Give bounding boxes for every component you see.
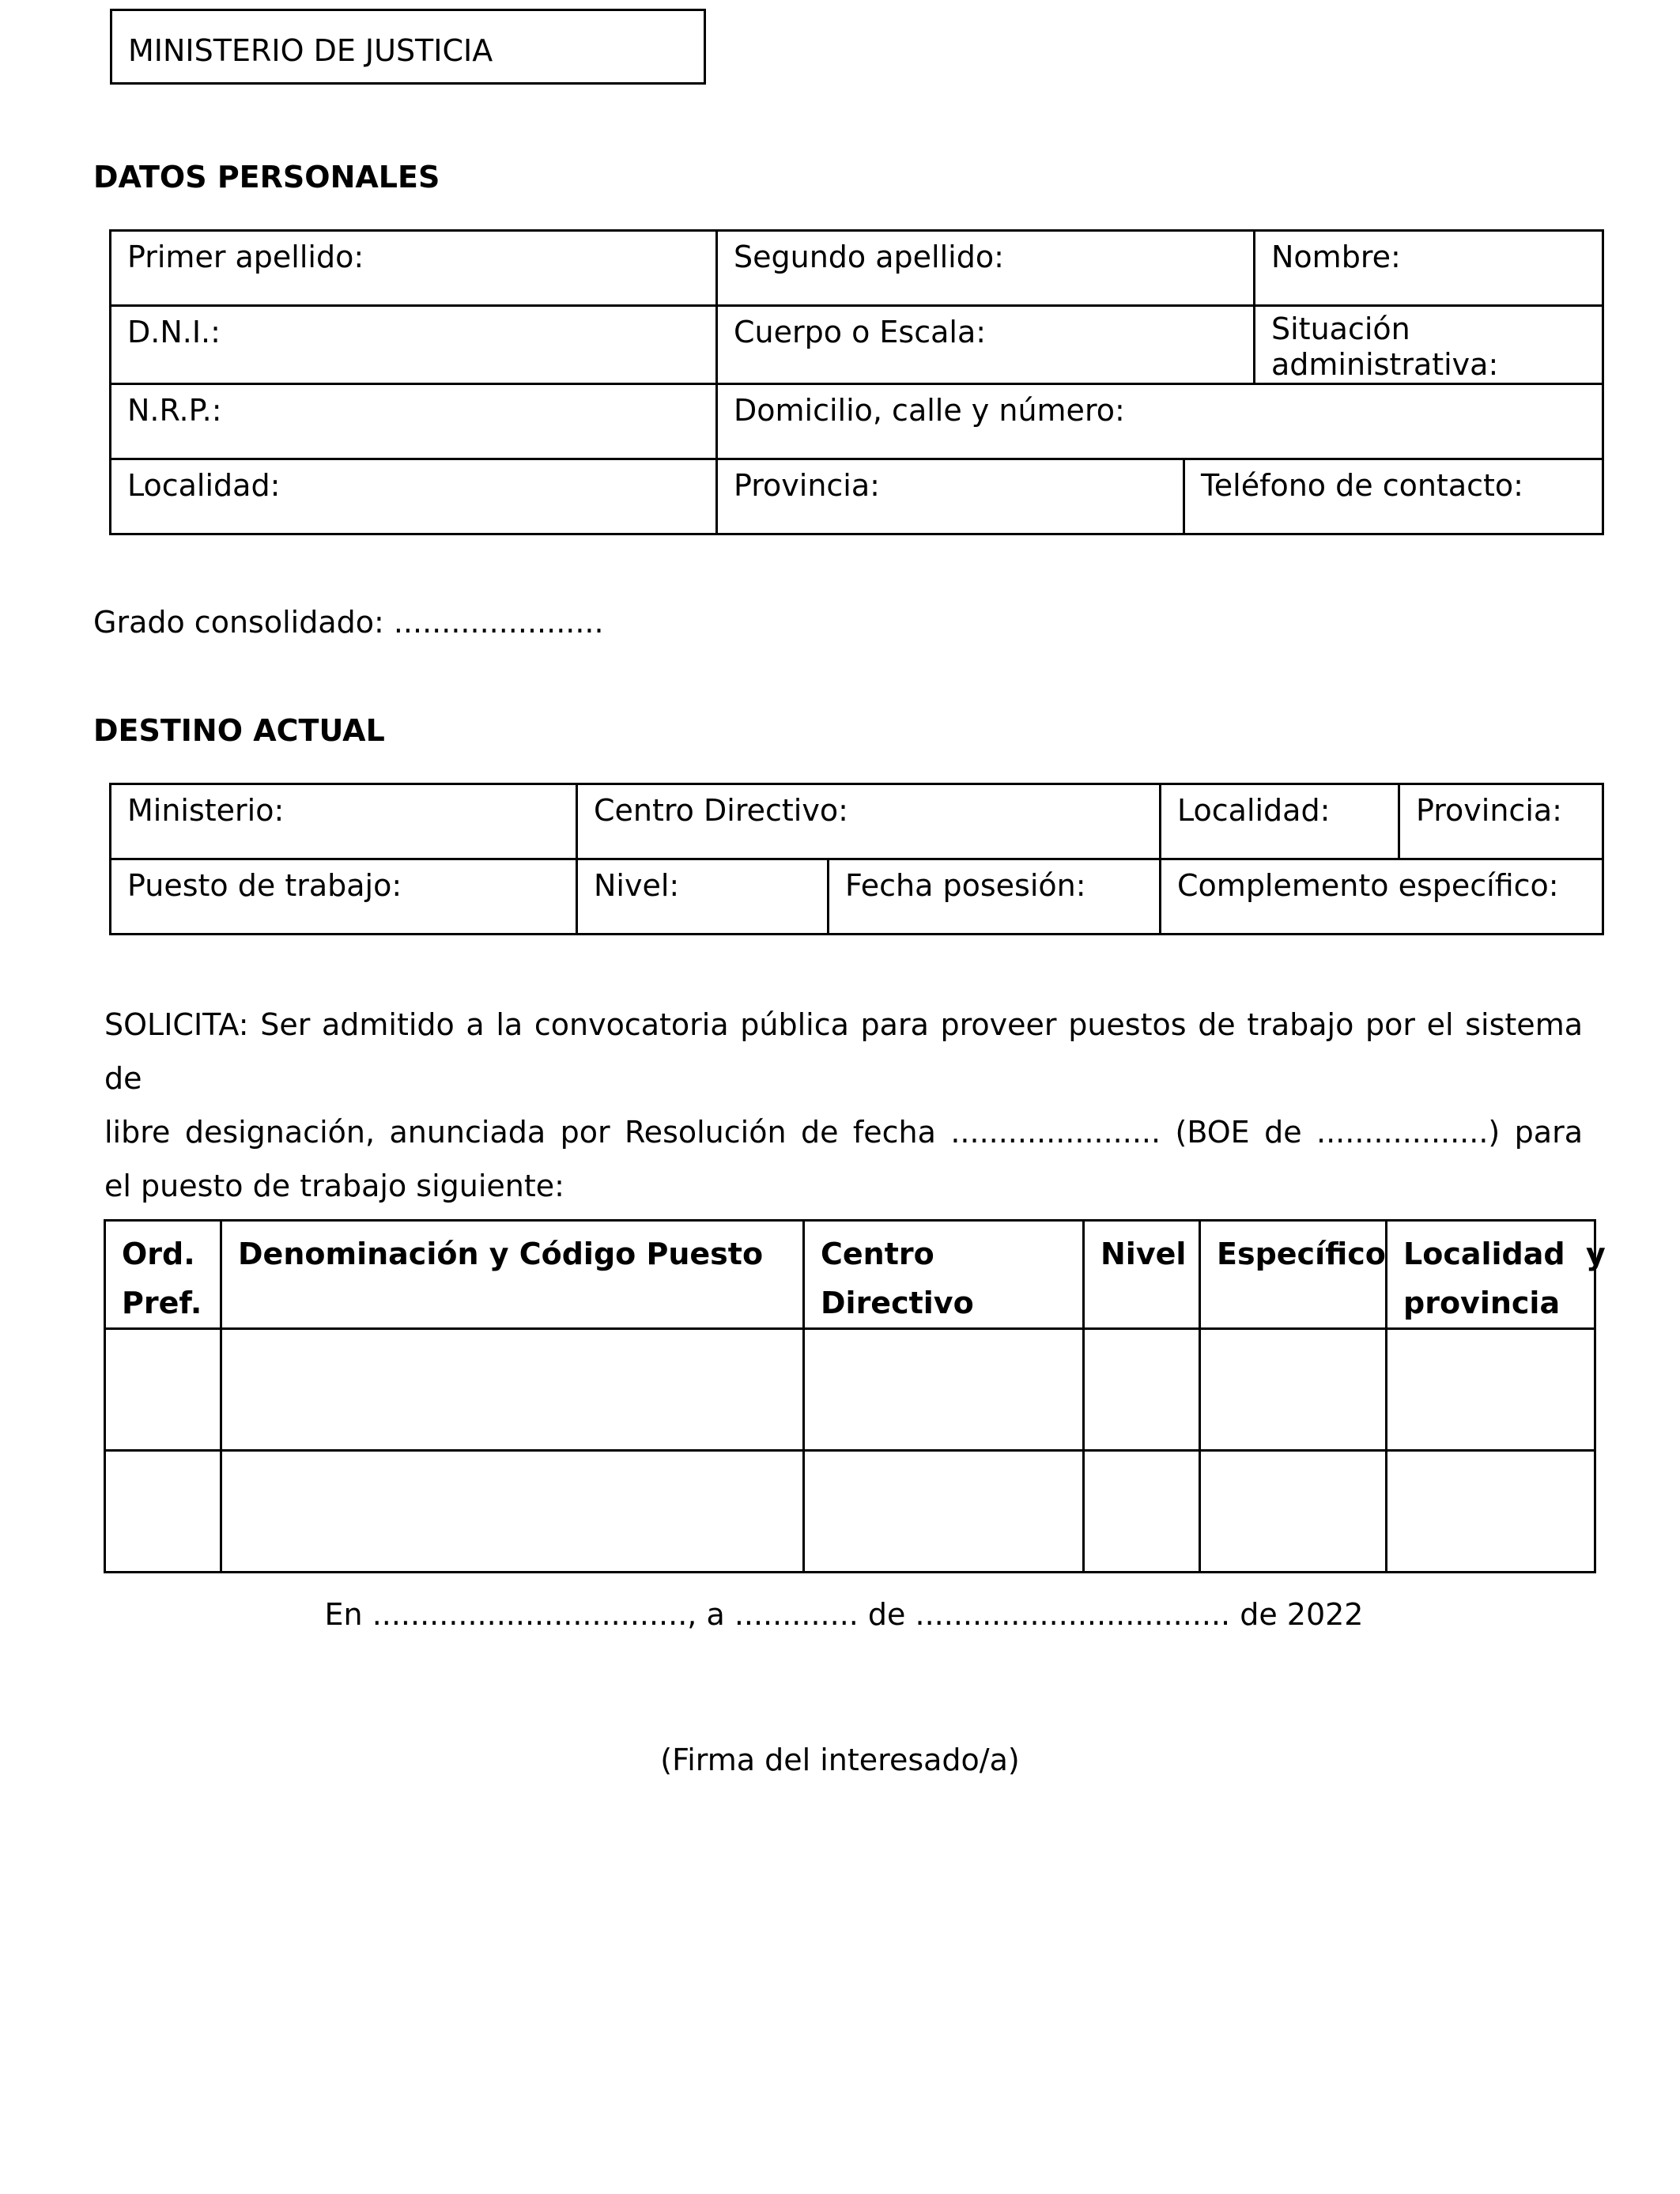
solicita-line-2[interactable]: libre designación, anunciada por Resolución de fecha ...................... (BOE de ..................) para <box>104 1115 1583 1150</box>
field-situacion[interactable] <box>1255 306 1603 384</box>
field-segundo-apellido[interactable] <box>717 231 1255 306</box>
field-nombre[interactable] <box>1255 231 1603 306</box>
input-ord-pref-1[interactable] <box>105 1329 221 1451</box>
table-row <box>105 1451 1595 1573</box>
label-localidad: Localidad: <box>127 468 281 503</box>
destino-actual-table <box>109 783 1604 935</box>
grado-consolidado[interactable]: Grado consolidado: ...................... <box>93 605 604 640</box>
ministry-header-box <box>110 9 706 85</box>
field-destino-localidad[interactable] <box>1161 784 1399 859</box>
label-nrp: N.R.P.: <box>127 393 222 428</box>
label-primer-apellido: Primer apellido: <box>127 240 364 274</box>
label-nivel: Nivel: <box>594 868 680 903</box>
input-localidad-provincia-1[interactable] <box>1387 1329 1595 1451</box>
label-cuerpo: Cuerpo o Escala: <box>734 315 987 349</box>
header-denominacion: Denominación y Código Puesto <box>221 1221 804 1329</box>
positions-table <box>104 1219 1606 1573</box>
label-dni: D.N.I.: <box>127 315 221 349</box>
input-nivel-2[interactable] <box>1084 1451 1200 1573</box>
label-telefono: Teléfono de contacto: <box>1201 468 1523 503</box>
destino-actual-title: DESTINO ACTUAL <box>93 713 385 748</box>
input-centro-directivo-2[interactable] <box>804 1451 1084 1573</box>
field-destino-provincia[interactable] <box>1399 784 1603 859</box>
field-domicilio[interactable] <box>717 384 1603 459</box>
header-especifico: Específico <box>1200 1221 1387 1329</box>
solicita-line-3: el puesto de trabajo siguiente: <box>104 1169 564 1203</box>
field-provincia[interactable] <box>717 459 1184 534</box>
field-localidad[interactable] <box>111 459 717 534</box>
label-centro-directivo: Centro Directivo: <box>594 793 848 828</box>
input-denominacion-2[interactable] <box>221 1451 804 1573</box>
label-nombre: Nombre: <box>1271 240 1401 274</box>
label-ministerio: Ministerio: <box>127 793 285 828</box>
header-pref: Pref. <box>122 1286 202 1320</box>
personal-data-title: DATOS PERSONALES <box>93 160 440 194</box>
input-centro-directivo-1[interactable] <box>804 1329 1084 1451</box>
table-row <box>105 1329 1595 1451</box>
solicita-line-1: SOLICITA: Ser admitido a la convocatoria pública para proveer puestos de trabajo por el sistema de <box>104 1007 1583 1096</box>
label-puesto: Puesto de trabajo: <box>127 868 402 903</box>
field-puesto[interactable] <box>111 859 577 935</box>
field-dni[interactable] <box>111 306 717 384</box>
label-segundo-apellido: Segundo apellido: <box>734 240 1004 274</box>
signature-label: (Firma del interesado/a) <box>660 1743 1020 1777</box>
ministry-name: MINISTERIO DE JUSTICIA <box>128 33 493 68</box>
field-cuerpo[interactable] <box>717 306 1255 384</box>
field-nrp[interactable] <box>111 384 717 459</box>
label-destino-localidad: Localidad: <box>1177 793 1331 828</box>
personal-data-table <box>109 229 1604 535</box>
label-fecha-posesion: Fecha posesión: <box>845 868 1086 903</box>
label-domicilio: Domicilio, calle y número: <box>734 393 1125 428</box>
place-date-line <box>0 1597 1680 1632</box>
header-nivel: Nivel <box>1084 1221 1200 1329</box>
input-nivel-1[interactable] <box>1084 1329 1200 1451</box>
field-complemento[interactable] <box>1161 859 1603 935</box>
field-ministerio[interactable] <box>111 784 577 859</box>
label-complemento: Complemento específico: <box>1177 868 1559 903</box>
input-especifico-1[interactable] <box>1200 1329 1387 1451</box>
header-provincia: provincia <box>1403 1286 1561 1320</box>
place-date[interactable]: En ................................., a ............. de ................................. de 2022 <box>324 1597 1364 1632</box>
label-provincia: Provincia: <box>734 468 880 503</box>
input-localidad-provincia-2[interactable] <box>1387 1451 1595 1573</box>
header-localidad: Localidad y <box>1403 1237 1606 1271</box>
header-centro-directivo: Centro Directivo <box>804 1221 1084 1329</box>
input-ord-pref-2[interactable] <box>105 1451 221 1573</box>
field-primer-apellido[interactable] <box>111 231 717 306</box>
field-nivel[interactable] <box>577 859 829 935</box>
field-centro-directivo[interactable] <box>577 784 1161 859</box>
solicita-paragraph <box>104 998 1583 1213</box>
field-fecha-posesion[interactable] <box>829 859 1161 935</box>
positions-header-row <box>105 1221 1595 1329</box>
field-telefono[interactable] <box>1184 459 1603 534</box>
input-denominacion-1[interactable] <box>221 1329 804 1451</box>
label-situacion-2: administrativa: <box>1271 347 1499 382</box>
header-ord-pref <box>105 1221 221 1329</box>
label-destino-provincia: Provincia: <box>1416 793 1562 828</box>
input-especifico-2[interactable] <box>1200 1451 1387 1573</box>
signature-block <box>0 1743 1680 1777</box>
header-localidad-provincia <box>1387 1221 1606 1329</box>
label-situacion-1: Situación <box>1271 312 1410 346</box>
header-ord: Ord. <box>122 1237 195 1271</box>
